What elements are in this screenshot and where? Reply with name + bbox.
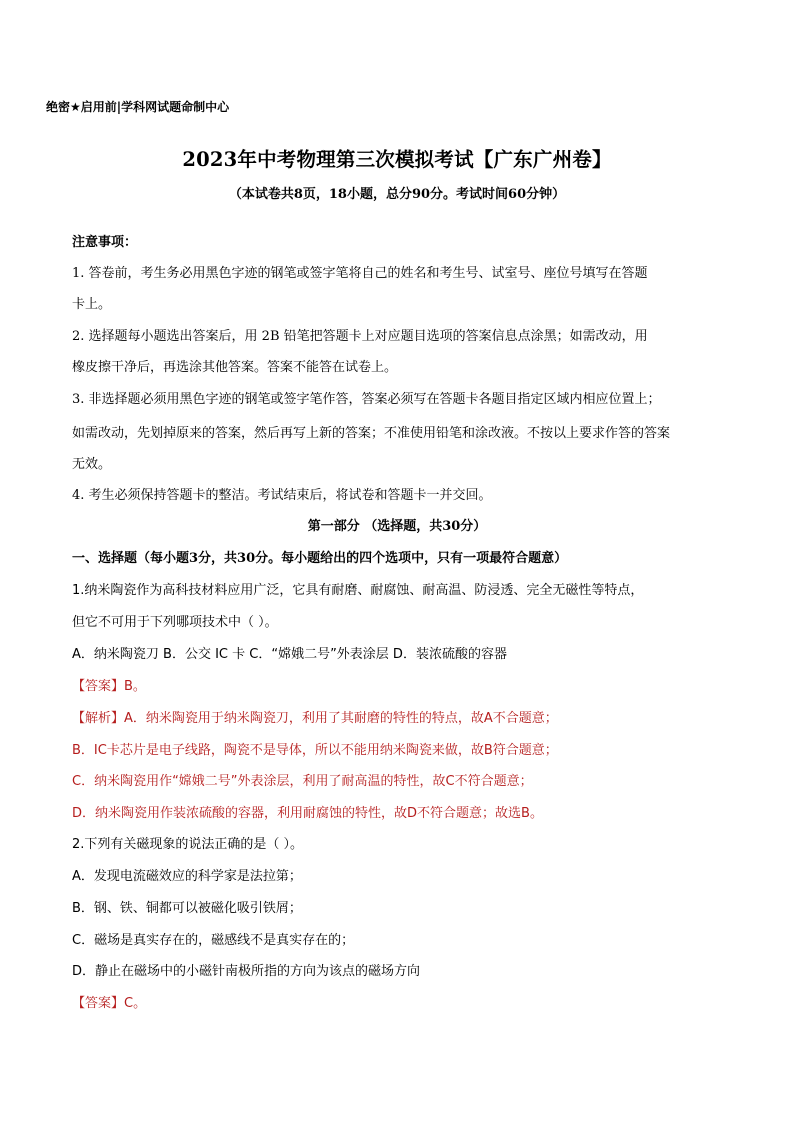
q2-option-a: A．发现电流磁效应的科学家是法拉第； (72, 869, 302, 884)
q1-analysis-line-1: 【解析】A．纳米陶瓷用于纳米陶瓷刀，利用了其耐磨的特性的特点，故A不合题意； (72, 711, 558, 726)
q1-analysis-line-4: D．纳米陶瓷用作装浓硫酸的容器，利用耐腐蚀的特性，故D不符合题意；故选B。 (72, 806, 543, 821)
notice-item-2-line-1: 2. 选择题每小题选出答案后，用 2B 铅笔把答题卡上对应题目选项的答案信息点涂黑；如需改动，用 (72, 329, 648, 344)
q2-stem: 2.下列有关磁现象的说法正确的是（ ）。 (72, 837, 304, 852)
q1-analysis-line-2: B．IC卡芯片是电子线路，陶瓷不是导体，所以不能用纳米陶瓷来做，故B符合题意； (72, 743, 558, 758)
page-subtitle: （本试卷共8页，18小题，总分90分。考试时间60分钟） (228, 187, 566, 202)
q1-answer: 【答案】B。 (72, 679, 146, 694)
q1-stem-line-1: 1.纳米陶瓷作为高科技材料应用广泛，它具有耐磨、耐腐蚀、耐高温、防浸透、完全无磁性等特点， (72, 583, 644, 598)
page-title: 2023年中考物理第三次模拟考试【广东广州卷】 (182, 148, 612, 171)
q2-answer: 【答案】C。 (72, 996, 147, 1011)
notice-item-1-line-1: 1. 答卷前，考生务必用黑色字迹的钢笔或签字笔将自己的姓名和考生号、试室号、座位号填写在答题 (72, 266, 648, 281)
section1-heading: 一、选择题（每小题3分，共30分。每小题给出的四个选项中，只有一项最符合题意） (72, 551, 568, 566)
q2-option-b: B．钢、铁、铜都可以被磁化吸引铁屑； (72, 901, 302, 916)
notice-item-4: 4. 考生必须保持答题卡的整洁。考试结束后，将试卷和答题卡一并交回。 (72, 488, 492, 503)
q1-stem-line-2: 但它不可用于下列哪项技术中（ ）。 (72, 615, 278, 630)
q1-options: A．纳米陶瓷刀 B．公交 IC 卡 C．“嫦娥二号”外表涂层 D．装浓硫酸的容器 (72, 647, 507, 662)
q2-option-d: D．静止在磁场中的小磁针南极所指的方向为该点的磁场方向 (72, 964, 421, 979)
notice-item-3-line-1: 3. 非选择题必须用黑色字迹的钢笔或签字笔作答，答案必须写在答题卡各题目指定区域内相应位置上； (72, 392, 661, 407)
q2-option-c: C．磁场是真实存在的，磁感线不是真实存在的； (72, 933, 355, 948)
notice-item-1-line-2: 卡上。 (72, 297, 112, 312)
notice-item-3-line-3: 无效。 (72, 457, 112, 472)
notice-heading: 注意事项： (72, 235, 138, 250)
notice-item-3-line-2: 如需改动，先划掉原来的答案，然后再写上新的答案；不准使用铅笔和涂改液。不按以上要求作答的答案 (72, 426, 671, 441)
confidential-header: 绝密★启用前|学科网试题命制中心 (46, 100, 230, 114)
part1-heading: 第一部分 （选择题，共30分） (307, 519, 487, 534)
q1-analysis-line-3: C．纳米陶瓷用作“嫦娥二号”外表涂层，利用了耐高温的特性，故C不符合题意； (72, 774, 533, 789)
notice-item-2-line-2: 橡皮擦干净后，再选涂其他答案。答案不能答在试卷上。 (72, 360, 398, 375)
